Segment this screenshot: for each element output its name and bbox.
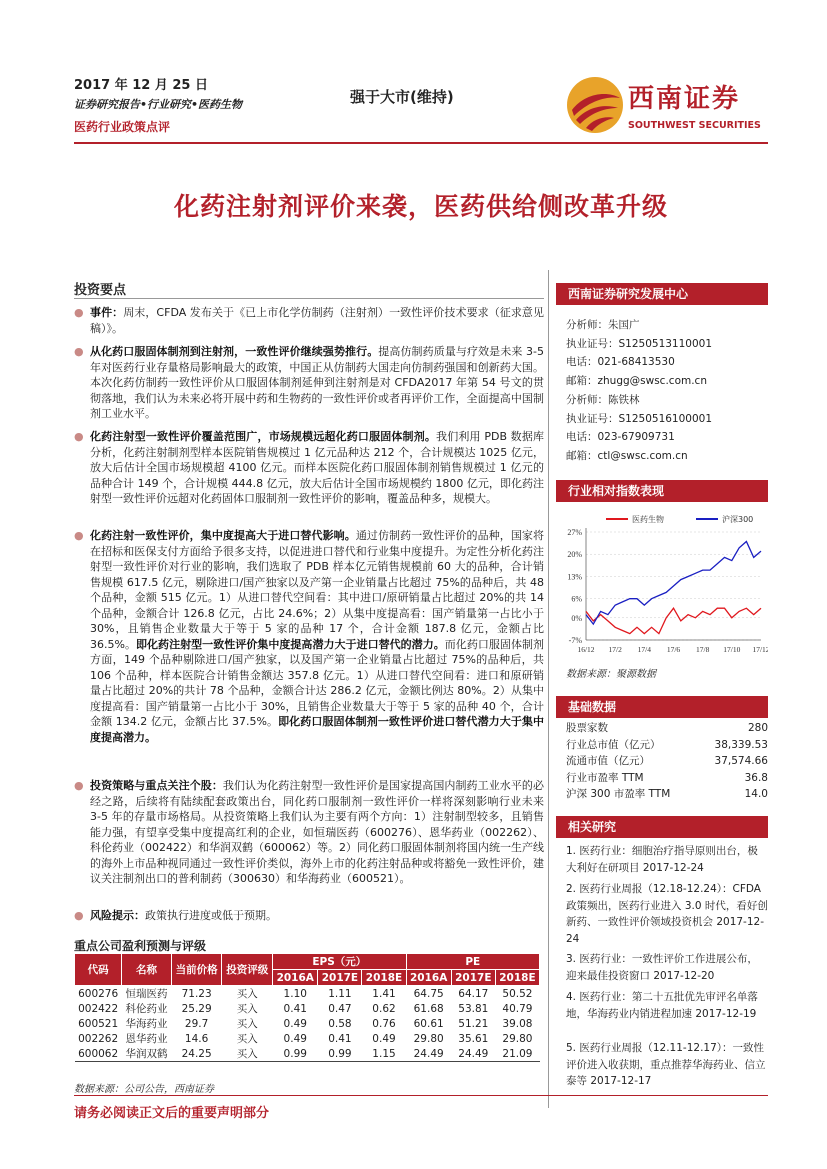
table-cell: 恩华药业 (125, 1033, 168, 1045)
column-divider (548, 270, 549, 1108)
table-row (75, 1046, 540, 1062)
table-cell: 24.25 (171, 1046, 222, 1062)
analyst-name: 分析师：朱国广 (566, 319, 640, 331)
table-cell: 买入 (236, 988, 258, 1000)
header-divider (74, 142, 768, 144)
table-cell: 50.52 (502, 987, 533, 1000)
analyst-phone: 电话：023-67909731 (566, 431, 675, 444)
table-cell: 600276 (78, 987, 119, 1000)
table-source: 数据来源：公司公告，西南证券 (74, 1084, 214, 1095)
section-title-highlights: 投资要点 (74, 283, 127, 298)
table-cell: 35.61 (458, 1032, 489, 1045)
disclaimer-note[interactable]: 请务必阅读正文后的重要声明部分 (74, 1106, 270, 1121)
y-tick-label: 13% (567, 572, 582, 582)
table-cell: 0.41 (328, 1032, 352, 1045)
x-tick-label: 17/6 (666, 645, 681, 654)
legend-label: 医药生物 (632, 515, 664, 524)
x-tick-label: 16/12 (577, 645, 595, 654)
table-row (75, 986, 540, 1002)
table-cell: 53.81 (458, 1002, 489, 1015)
report-date: 2017 年 12 月 25 日 (74, 78, 208, 93)
basic-row: 流通市值（亿元） 37,574.66 (566, 755, 768, 767)
table-cell: 24.49 (451, 1046, 495, 1062)
series-line-hs300 (586, 542, 761, 625)
table-cell: 0.41 (283, 1002, 307, 1015)
analyst-cert: 执业证号：S1250516100001 (566, 412, 713, 425)
related-item[interactable]: 1. 医药行业：细胞治疗指导原则出台，极大利好在研项目 2017-12-24 (566, 845, 758, 874)
bullet-market-size: ● 化药注射型一致性评价覆盖范围广，市场规模远超化药口服固体制剂。我们利用 PDB 数据库分析，化药注射制剂型样本医院销售规模过 1 亿元品种达 212 个，合计规模达 1025 亿元，放大后估计全国市场规模超 4100 亿元。而样本医院化药口服固体制剂销售规模过 1 亿元的品种合计 149 个，合计规模 444.8 亿元，放大后估计全国市场规模约 1800 亿元，即化药注射型一致性评价远超对化药固体口服制剂一致性评价的影响，覆盖品种多，规模大。 (74, 430, 544, 505)
table-cell: 71.23 (181, 987, 212, 1000)
col-pe: PE (406, 954, 539, 970)
col-name: 名称 (122, 954, 172, 986)
research-center-bar: 西南证券研究发展中心 (556, 283, 768, 305)
table-cell: 29.7 (184, 1017, 209, 1030)
table-cell: 买入 (222, 1046, 273, 1062)
table-cell: 0.62 (372, 1002, 396, 1015)
x-tick-label: 17/4 (637, 645, 652, 654)
related-item[interactable]: 3. 医药行业：一致性评价工作进展公布，迎来最佳投资窗口 2017-12-20 (566, 953, 758, 982)
table-cell: 科伦药业 (125, 1003, 168, 1015)
bullet-event: ● 事件：周末，CFDA 发布关于《已上市化学仿制药（注射剂）一致性评价技术要求（征求意见稿）》。 (74, 306, 544, 335)
basic-row: 行业总市值（亿元） 38,339.53 (566, 738, 768, 751)
table-cell: 14.6 (184, 1032, 209, 1045)
table-cell: 64.75 (413, 987, 444, 1000)
x-tick-label: 17/10 (723, 645, 741, 654)
table-cell: 买入 (236, 1018, 258, 1030)
index-chart (556, 512, 768, 682)
table-cell: 华润双鹤 (122, 1046, 172, 1062)
table-cell: 1.10 (283, 987, 307, 1000)
basic-data-list (566, 720, 768, 803)
basic-row: 股票家数 280 (566, 722, 768, 734)
logo-mark-icon (566, 76, 624, 134)
index-chart-svg (556, 512, 768, 662)
table-cell: 64.17 (458, 987, 489, 1000)
table-row (75, 1031, 540, 1046)
forecast-table-title: 重点公司盈利预测与评级 (74, 939, 207, 953)
analyst-email[interactable]: 邮箱：ctl@swsc.com.cn (566, 449, 688, 462)
forecast-table (74, 953, 540, 1062)
analyst-block (566, 391, 712, 465)
table-cell: 600062 (75, 1046, 122, 1062)
bullet-dot-icon: ● (74, 909, 84, 922)
col-year: 2018E (495, 970, 539, 986)
related-research-bar: 相关研究 (556, 816, 768, 838)
y-tick-label: 0% (571, 613, 582, 623)
y-tick-label: -7% (568, 636, 582, 645)
bullet-dot-icon: ● (74, 430, 84, 443)
col-price: 当前价格 (171, 954, 222, 986)
basic-data-bar: 基础数据 (556, 696, 768, 718)
col-eps: EPS（元） (273, 954, 406, 970)
bullet-dot-icon: ● (74, 529, 84, 542)
related-item[interactable]: 4. 医药行业：第二十五批优先审评名单落地，华海药业内销进程加速 2017-12-19 (566, 991, 758, 1020)
y-tick-label: 6% (571, 594, 582, 604)
table-cell: 002422 (78, 1002, 119, 1015)
table-cell: 0.49 (283, 1032, 307, 1045)
related-item[interactable]: 5. 医药行业周报（12.11-12.17）：一致性评价进入收获期，重点推荐华海药业、信立泰等 2017-12-17 (566, 1042, 766, 1087)
industry-rating: 强于大市(维持) (350, 88, 454, 106)
y-tick-label: 20% (567, 550, 582, 560)
bullet-dot-icon: ● (74, 779, 84, 792)
analyst-block (566, 316, 712, 390)
x-tick-label: 17/12 (752, 645, 768, 654)
table-row (75, 1001, 540, 1016)
table-cell: 0.47 (328, 1002, 352, 1015)
table-cell: 买入 (236, 1003, 258, 1015)
y-tick-label: 27% (567, 528, 582, 537)
related-item[interactable]: 2. 医药行业周报（12.18-12.24）：CFDA 政策频出，医药行业进入 3.0 时代，看好创新药、一致性评价领域投资机会 2017-12-24 (566, 883, 768, 945)
table-cell: 002262 (78, 1032, 119, 1045)
table-cell: 51.21 (458, 1017, 489, 1030)
table-cell: 0.49 (283, 1017, 307, 1030)
x-tick-label: 17/8 (695, 645, 710, 654)
section-divider (74, 298, 544, 299)
index-performance-bar: 行业相对指数表现 (556, 480, 768, 502)
table-cell: 40.79 (502, 1002, 533, 1015)
table-cell: 华海药业 (125, 1018, 168, 1030)
logo-text-cn: 西南证券 (628, 84, 741, 114)
col-rating: 投资评级 (222, 954, 273, 986)
table-cell: 600521 (78, 1017, 119, 1030)
table-cell: 0.49 (372, 1032, 396, 1045)
chart-source: 数据来源：聚源数据 (566, 669, 656, 680)
analyst-email[interactable]: 邮箱：zhugg@swsc.com.cn (566, 374, 707, 387)
table-cell: 1.11 (328, 987, 352, 1000)
col-year: 2018E (362, 970, 406, 986)
table-cell: 24.49 (406, 1046, 451, 1062)
table-cell: 25.29 (181, 1002, 212, 1015)
basic-row: 沪深 300 市盈率 TTM 14.0 (566, 788, 768, 800)
table-cell: 39.08 (502, 1017, 533, 1030)
legend-label: 沪深300 (722, 515, 754, 524)
col-code: 代码 (75, 954, 122, 986)
bullet-concentration: ● 化药注射一致性评价，集中度提高大于进口替代影响。通过仿制药一致性评价的品种，国家将在招标和医保支付方面给予很多支持，以促进进口替代和行业集中度提升。为定性分析化药注射型一致性评价对行业的影响，我们选取了 PDB 样本亿元销售规模前 60 大的品种，合计销售规模 617.5 亿元，剔除进口/国产独家以及产第一企业销量占比超过 75%的品种后，共 48 个品种，金额 515 亿元。1）从进口替代空间看：其中进口/原研销量占比超过 20%的共 14 个品种，金额合计 126.8 亿元，占比 24.6%；2）从集中度提高看：国产销量第一占比小于 30%，且销售企业数量大于等于 5 家的品种 17 个，合计金额 187.8 亿元，金额占比 36.5%。即化药注射型一致性评价集中度提高潜力大于进口替代的潜力。而化药口服固体制剂方面，149 个品种剔除进口/国产独家，以及国产第一企业销量占比超过 75%的品种后，共 106 个品种，样本医院合计销售金额达 357.8 亿元。1）从进口替代空间看：进口和原研销量占比超过 20%的共计 78 个品种，金额合计达 286.2 亿元，金额比例达 80%。2）从集中度提高看：国产销量第一占比小于 30%，且销售企业数量大于等于 5 家的品种 40 个，合计金额 134.2 亿元，金额占比 37.5%。即化药口服固体制剂一致性评价进口替代潜力大于集中度提高潜力。 (74, 529, 545, 744)
table-cell: 21.09 (495, 1046, 539, 1062)
report-type: 证券研究报告•行业研究•医药生物 (74, 98, 243, 111)
table-row (75, 1016, 540, 1031)
bullet-strategy: ● 投资策略与重点关注个股：我们认为化药注射型一致性评价是国家提高国内制药工业水平的必经之路，后续将有陆续配套政策出台，同化药口服制剂一致性评价一样将深刻影响行业未来 3-5 年的存量市场格局。从投资策略上我们认为主要有两个方向：1）注射制型较多，且销售能力强，有望享受集中度提高红利的企业，如恒瑞医药（600276）、恩华药业（002262）、科伦药业（002422）和华润双鹤（600062）等。2）同化药口服固体制剂将国内统一生产线的海外上市品种视同通过一致性评价类似，海外上市的化药注射品种或将豁免一致性评价，建议关注制剂出口的普利制药（300630）和华海药业（600521）。 (74, 779, 545, 885)
col-year: 2017E (318, 970, 362, 986)
bullet-dot-icon: ● (74, 306, 84, 319)
x-tick-label: 17/2 (608, 645, 622, 654)
table-cell: 61.68 (413, 1002, 444, 1015)
report-category: 医药行业政策点评 (74, 120, 171, 134)
table-cell: 1.41 (372, 987, 396, 1000)
analyst-name: 分析师：陈铁林 (566, 394, 640, 406)
table-cell: 0.76 (372, 1017, 396, 1030)
col-year: 2017E (451, 970, 495, 986)
table-cell: 买入 (236, 1033, 258, 1045)
logo-text-en: SOUTHWEST SECURITIES (628, 120, 761, 131)
analyst-cert: 执业证号：S1250513110001 (566, 337, 713, 350)
table-cell: 恒瑞医药 (125, 988, 168, 1000)
bullet-risk: ● 风险提示：政策执行进度或低于预期。 (74, 909, 277, 922)
col-year: 2016A (406, 970, 451, 986)
analyst-phone: 电话：021-68413530 (566, 356, 675, 369)
basic-row: 行业市盈率 TTM 36.8 (566, 771, 768, 784)
footer-divider (74, 1095, 768, 1096)
company-logo (566, 76, 766, 136)
table-cell: 29.80 (413, 1032, 444, 1045)
report-title: 化药注射剂评价来袭，医药供给侧改革升级 (173, 192, 668, 221)
table-cell: 29.80 (502, 1032, 533, 1045)
table-cell: 0.99 (273, 1046, 318, 1062)
table-cell: 1.15 (362, 1046, 406, 1062)
bullet-dot-icon: ● (74, 345, 84, 358)
series-line-medicine (586, 608, 761, 633)
table-cell: 0.58 (328, 1017, 352, 1030)
table-cell: 60.61 (413, 1017, 444, 1030)
table-cell: 0.99 (318, 1046, 362, 1062)
col-year: 2016A (273, 970, 318, 986)
bullet-oral-to-injection: ● 从化药口服固体制剂到注射剂，一致性评价继续强势推行。提高仿制药质量与疗效是未来 3-5 年对医药行业存量格局影响最大的政策，中国正从仿制药大国走向仿制药强国和创新药大国。本次化药仿制药一致性评价从口服固体制剂延伸到注射剂是对 CFDA2017 年第 54 号文的贯彻落地，我们认为未来必将开展中药和生物药的一致性评价或者再评价工作，全面提高中国制剂工业水平。 (74, 345, 544, 420)
